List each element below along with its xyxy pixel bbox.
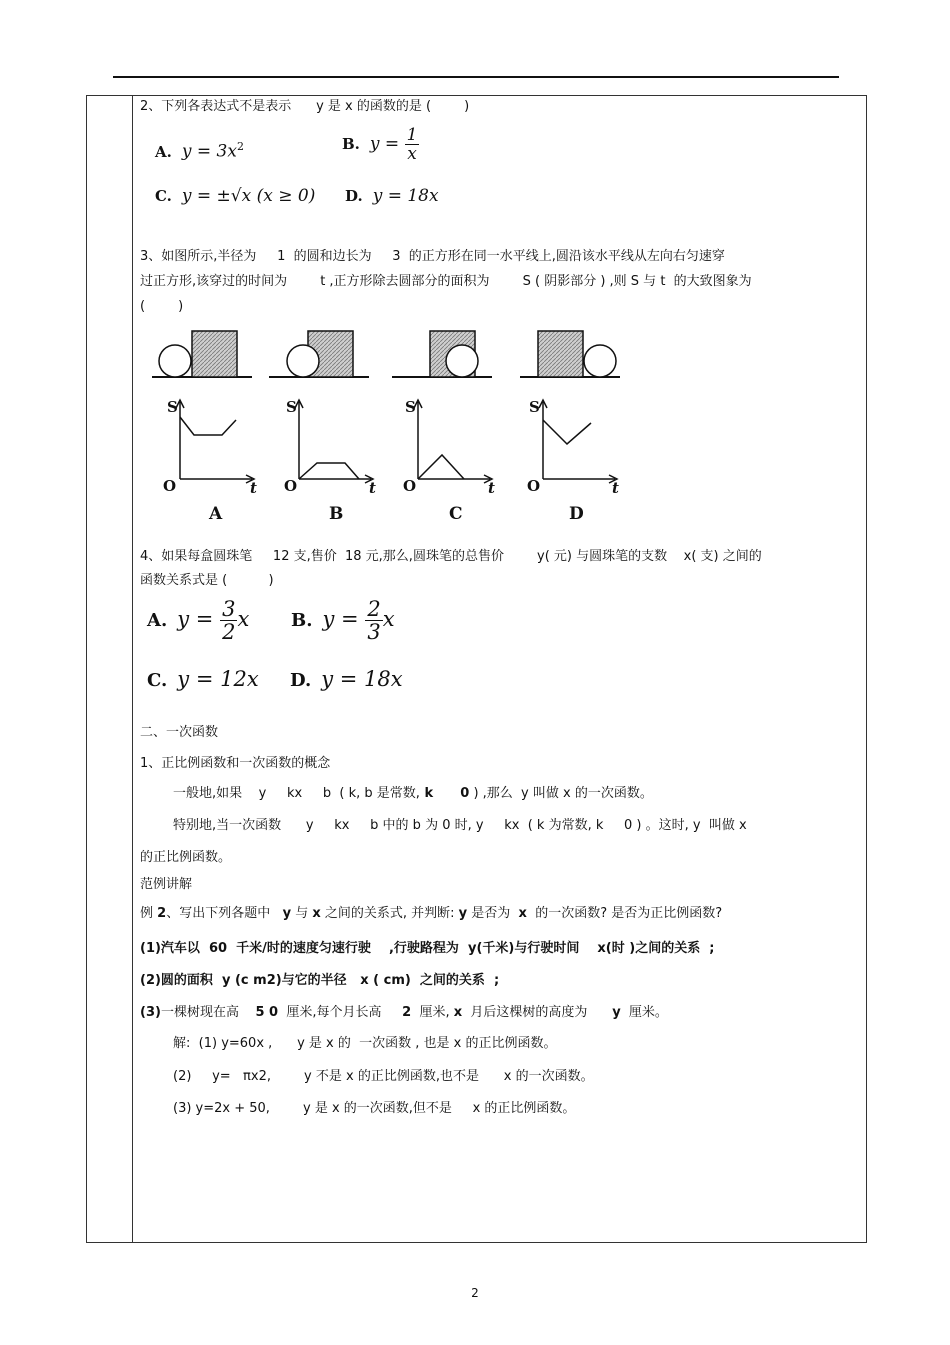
q4-option-a: A. y = $\frac{3}{2}$ x (147, 597, 250, 644)
solution-3: (3) y=2x + 50, y 是 x 的一次函数,但不是 x 的正比例函数。 (173, 1101, 576, 1116)
graph-b-option: B (329, 504, 344, 524)
definition-linear: 一般地,如果 y kx b ( k, b 是常数, k 0 ) ,那么 y 叫做 x 的一次函数。 (173, 786, 653, 801)
q3-graph-a (176, 400, 254, 483)
graph-a-option: A (209, 504, 223, 524)
solution-1: 解: (1) y=60x , y 是 x 的 一次函数 , 也是 x 的正比例函数。 (173, 1036, 557, 1051)
example-item-2: (2)圆的面积 y (c m2)与它的半径 x ( cm) 之间的关系 ; (140, 973, 500, 988)
graph-d-s-label: S (529, 398, 540, 416)
q2-stem: 2、下列各表达式不是表示 y 是 x 的函数的是 ( ) (140, 99, 470, 114)
q3-graph-d (539, 400, 617, 483)
q3-scene-4 (520, 331, 620, 377)
q3-graph-c (414, 400, 492, 483)
graph-d-o-label: O (527, 477, 541, 495)
table-column-divider (132, 95, 133, 1243)
graph-b-s-label: S (286, 398, 297, 416)
q3-line2: 过正方形,该穿过的时间为 t ,正方形除去圆部分的面积为 S ( 阴影部分 ) ,则 S 与 t 的大致图象为 (140, 274, 752, 289)
q2-option-a: A. $y = 3x^2$ (155, 140, 244, 162)
graph-b-o-label: O (284, 477, 298, 495)
q4-line1: 4、如果每盒圆珠笔 12 支,售价 18 元,那么,圆珠笔的总售价 y( 元) 与圆珠笔的支数 x( 支) 之间的 (140, 549, 762, 564)
q3-scene-1 (152, 331, 252, 377)
q3-figure (140, 322, 640, 532)
graph-a-t-label: t (250, 479, 257, 497)
graph-d-option: D (569, 504, 584, 524)
graph-a-s-label: S (167, 398, 178, 416)
q3-scene-3 (392, 331, 492, 377)
example-item-3: (3)一棵树现在高 5 0 厘米,每个月长高 2 厘米, x 月后这棵树的高度为 y 厘米。 (140, 1005, 668, 1020)
graph-c-s-label: S (405, 398, 416, 416)
definition-proportional: 特别地,当一次函数 y kx b 中的 b 为 0 时, y kx ( k 为常数, k 0 ) 。这时, y 叫做 x (173, 818, 747, 833)
graph-b-t-label: t (369, 479, 376, 497)
example-heading: 范例讲解 (140, 877, 193, 892)
q4-line2: 函数关系式是 ( ) (140, 573, 274, 588)
graph-c-t-label: t (488, 479, 495, 497)
example-2-stem: 例 2、写出下列各题中 y 与 x 之间的关系式, 并判断: y 是否为 x 的一次函数? 是否为正比例函数? (140, 906, 723, 921)
q3-scene-2 (269, 331, 369, 377)
q3-line3: ( ) (140, 299, 184, 314)
q4-option-c: C. y = 12x (147, 667, 259, 691)
example-item-1: (1)汽车以 60 千米/时的速度匀速行驶 ,行驶路程为 y(千米)与行驶时间 x(时 )之间的关系 ; (140, 941, 715, 956)
concept-heading: 1、正比例函数和一次函数的概念 (140, 756, 331, 771)
graph-d-t-label: t (612, 479, 619, 497)
q4-option-b: B. y = $\frac{2}{3}$ x (291, 597, 395, 644)
q2-option-c: C. y = ±√x (x ≥ 0) (155, 186, 316, 206)
header-rule (113, 76, 839, 78)
q2-option-b: B. y = $\frac{1}{x}$ (342, 125, 418, 164)
section-title: 二、一次函数 (140, 725, 219, 740)
solution-2: (2) y= πx2, y 不是 x 的正比例函数,也不是 x 的一次函数。 (173, 1069, 594, 1084)
q2-option-d: D. y = 18x (345, 186, 439, 206)
q3-line1: 3、如图所示,半径为 1 的圆和边长为 3 的正方形在同一水平线上,圆沿该水平线从左向右匀速穿 (140, 249, 725, 264)
page-number: 2 (471, 1286, 479, 1300)
graph-c-option: C (449, 504, 463, 524)
definition-proportional-end: 的正比例函数。 (140, 850, 232, 865)
graph-a-o-label: O (163, 477, 177, 495)
graph-c-o-label: O (403, 477, 417, 495)
q3-graph-b (295, 400, 373, 483)
q4-option-d: D. y = 18x (290, 667, 403, 691)
